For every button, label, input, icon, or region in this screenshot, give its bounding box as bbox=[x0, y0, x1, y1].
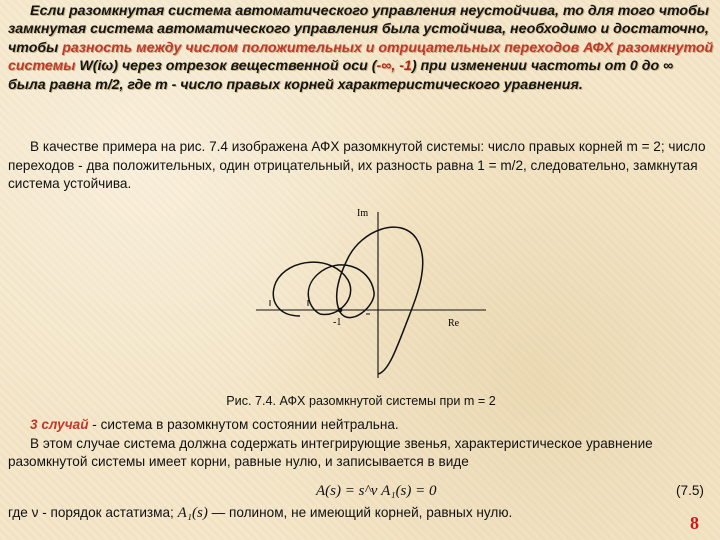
figure-caption: Рис. 7.4. АФХ разомкнутой системы при m = 2 bbox=[226, 394, 496, 408]
interval-text: -∞, -1 bbox=[376, 58, 412, 75]
example-paragraph: В качестве примера на рис. 7.4 изображена АФХ разомкнутой системы: число правых корней m = 2; число переходов - два положительных, один отрицательный, их разность равна 1 = m/2, следовательно, замкнутая система устойчива. bbox=[8, 139, 706, 191]
minus-one-label: -1 bbox=[333, 317, 342, 328]
afc-diagram bbox=[248, 200, 498, 390]
page-number: 8 bbox=[690, 513, 699, 533]
im-axis-label: Im bbox=[357, 208, 369, 219]
formula-7-5: A(s) = s^ν A₁(s) = 0 bbox=[316, 483, 437, 499]
formula-number: (7.5) bbox=[676, 483, 704, 498]
highlight-text: разность между числом положительных и отрицательных переходов АФХ разомкнутой системы bbox=[8, 39, 714, 75]
theorem-paragraph: Если разомкнутая система автоматического управления неустойчива, то для того чтобы замкнутая система автоматического управления была устойчива, необходимо и достаточно, чтобы разность между числом положительных и отрицательных переходов АФХ разомкнутой системы W(iω) через отрезок вещественной оси (-∞, -1) при изменении частоты от 0 до ∞ была равна m/2, где m - число правых корней характеристического уравнения. bbox=[8, 3, 714, 93]
figure-afc-plot bbox=[248, 200, 498, 390]
case-description: В этом случае система должна содержать интегрирующие звенья, характеристическое уравнение разомкнутой системы имеет корни, равные нулю, и записывается в виде bbox=[8, 435, 653, 469]
re-axis-label: Re bbox=[448, 318, 460, 329]
definition-line: где ν - порядок астатизма; A₁(s) — полином, не имеющий корней, равных нулю. bbox=[8, 505, 513, 521]
polynomial-symbol: A₁(s) bbox=[177, 505, 208, 521]
case-label: 3 случай bbox=[30, 417, 89, 432]
afc-curve bbox=[308, 227, 422, 374]
case-paragraph: 3 случай - система в разомкнутом состоянии нейтральна. В этом случае система должна содержать интегрирующие звенья, характеристическое уравнение разомкнутой системы имеет корни, равные нулю, и записывается в виде bbox=[8, 416, 714, 472]
